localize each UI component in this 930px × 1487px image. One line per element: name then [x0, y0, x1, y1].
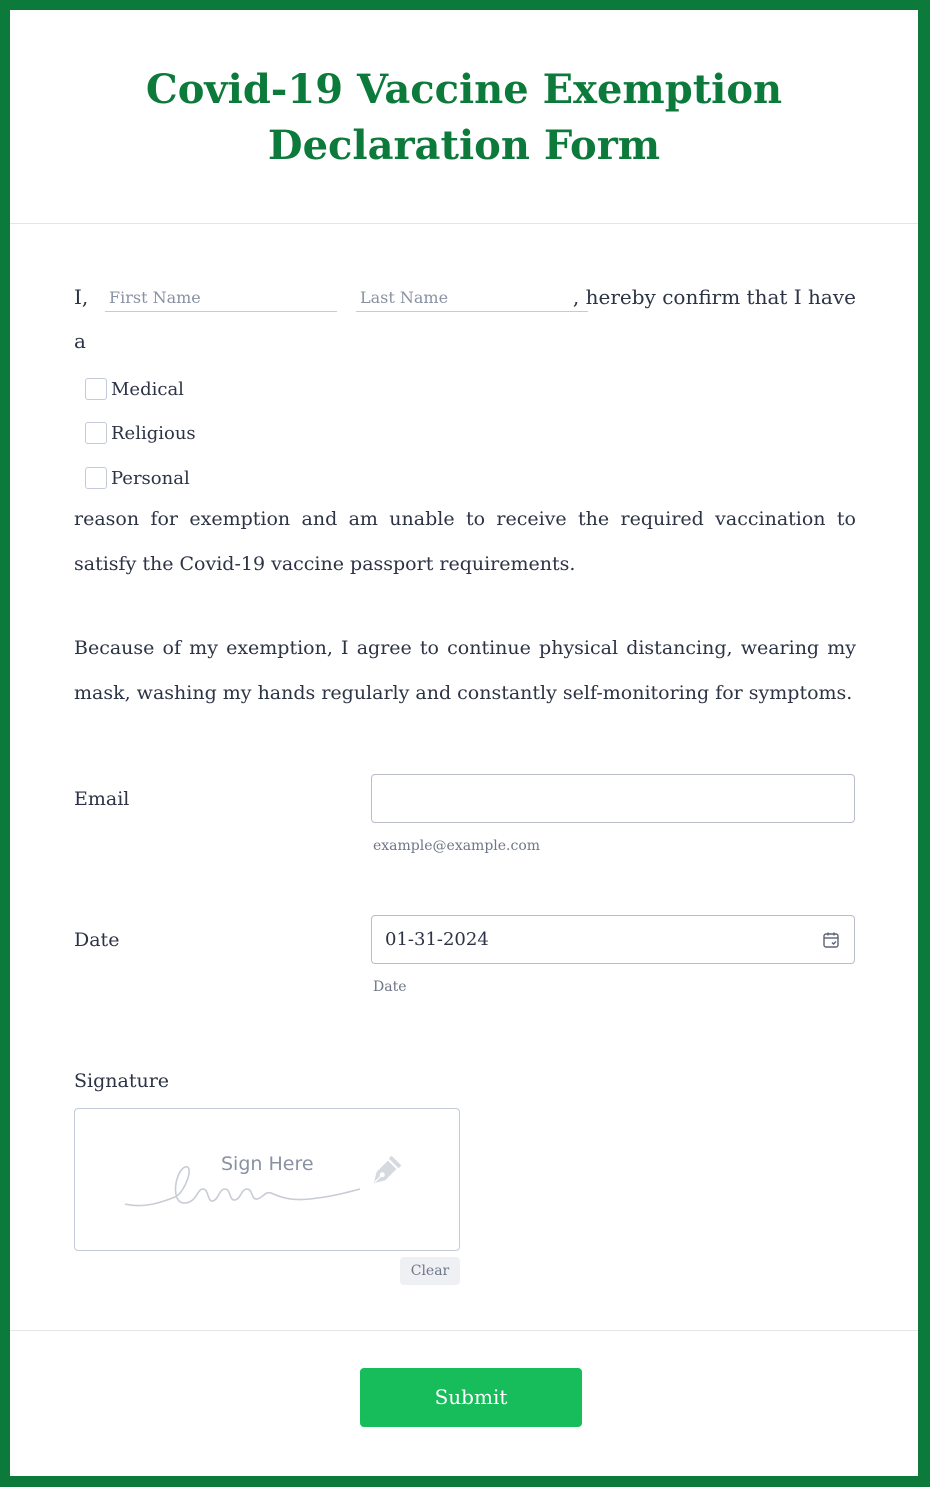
last-name-field — [356, 283, 588, 312]
email-field — [371, 774, 855, 823]
email-label: Email — [74, 788, 130, 810]
declaration-a-word: a — [74, 329, 86, 353]
first-name-input[interactable] — [105, 283, 337, 311]
date-input[interactable] — [372, 916, 854, 963]
form-header — [10, 10, 918, 224]
last-name-input[interactable] — [356, 283, 588, 311]
checkbox-personal[interactable] — [85, 466, 190, 490]
date-label: Date — [74, 929, 120, 951]
email-input[interactable] — [372, 775, 854, 822]
first-name-field — [105, 283, 337, 312]
checkbox-religious-label: Religious — [111, 422, 196, 444]
submit-button[interactable]: Submit — [360, 1368, 582, 1427]
calendar-icon[interactable] — [822, 931, 840, 949]
signature-label: Signature — [74, 1070, 170, 1092]
declaration-line — [74, 283, 856, 313]
checkbox-religious[interactable] — [85, 421, 196, 445]
confirm-text: , hereby confirm that I have — [572, 285, 856, 309]
pen-nib-icon — [360, 1151, 406, 1197]
footer-divider — [10, 1330, 918, 1331]
signature-pad[interactable] — [74, 1108, 460, 1251]
checkbox-religious-box[interactable] — [85, 422, 107, 444]
checkbox-personal-label: Personal — [111, 467, 190, 489]
checkbox-personal-box[interactable] — [85, 467, 107, 489]
date-field — [371, 915, 855, 964]
checkbox-medical-box[interactable] — [85, 378, 107, 400]
checkbox-medical[interactable] — [85, 377, 184, 401]
clear-signature-button[interactable]: Clear — [400, 1257, 460, 1285]
date-sublabel: Date — [373, 979, 407, 995]
agreement-paragraph: Because of my exemption, I agree to continue physical distancing, wearing my mask, washing my hands regularly and constantly self-monitoring for symptoms. — [74, 637, 856, 704]
page-title: Covid-19 Vaccine Exemption Declaration Form — [145, 66, 783, 169]
reason-paragraph: reason for exemption and am unable to receive the required vaccination to satisfy the Covid-19 vaccine passport requirements. — [74, 508, 856, 575]
signature-placeholder: Sign Here — [221, 1153, 314, 1175]
email-sublabel: example@example.com — [373, 838, 541, 854]
declaration-prefix: I, — [74, 285, 89, 309]
checkbox-medical-label: Medical — [111, 378, 184, 400]
